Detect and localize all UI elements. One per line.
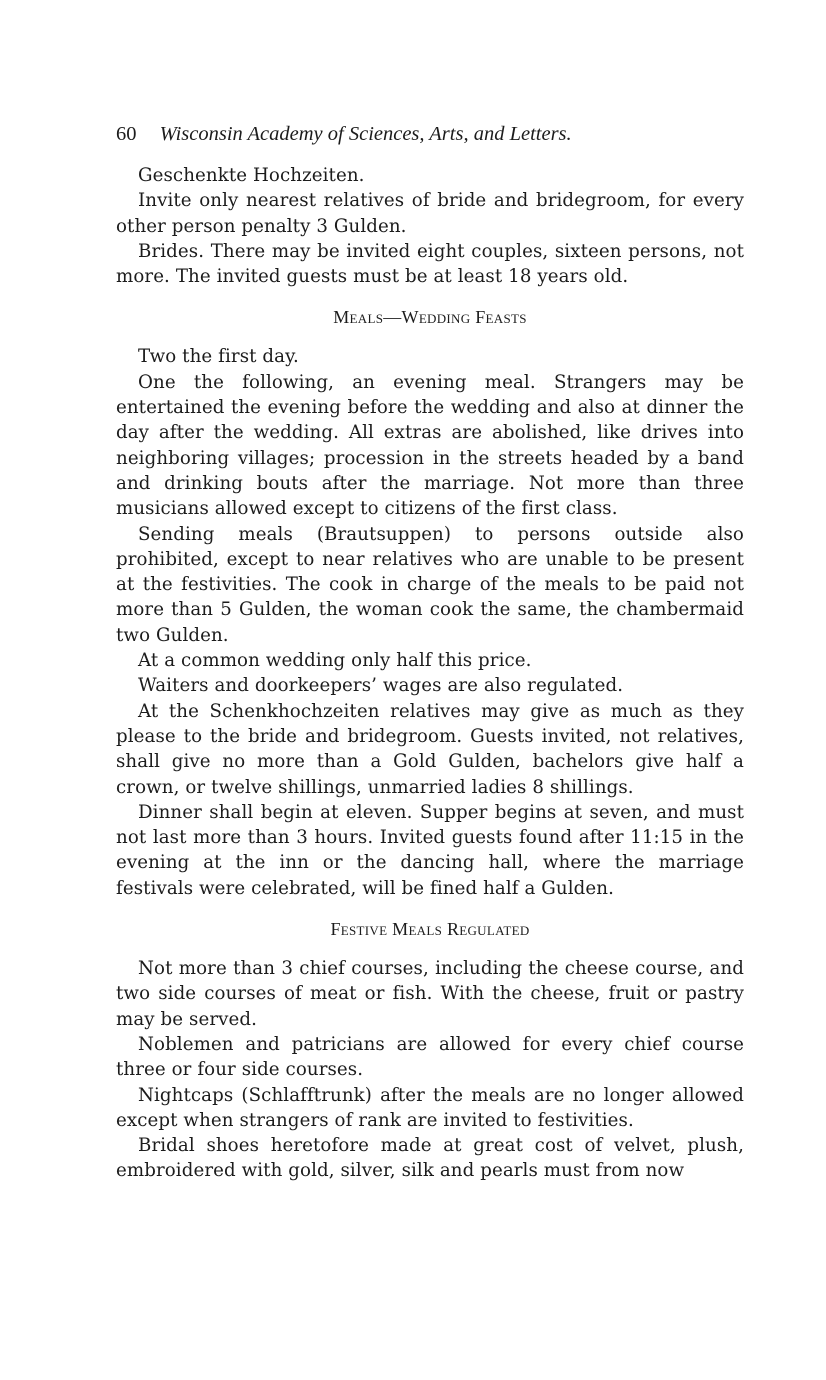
paragraph: Brides. There may be invited eight couples, sixteen persons, not more. The invited guests must be at least 18 years old.: [116, 240, 744, 288]
paragraph: Invite only nearest relatives of bride and bridegroom, for every other person penalty 3 Gulden.: [116, 190, 744, 237]
section-intro: [116, 163, 744, 289]
section-festive-meals-regulated: [116, 915, 744, 1184]
journal-title: Wisconsin Academy of Sciences, Arts, and Letters.: [159, 123, 572, 145]
paragraph: One the following, an evening meal. Strangers may be entertained the evening before the wedding and also at dinner the day after the wedding. All extras are abolished, like drives into neighboring villages; procession in the streets headed by a band and drinking bouts after the marriage. Not more than three musicians allowed except to citizens of the first class.: [116, 371, 744, 520]
paragraph: Two the first day.: [138, 346, 299, 368]
paragraph: At a common wedding only half this price.: [138, 650, 532, 672]
paragraph: Nightcaps (Schlafftrunk) after the meals are no longer allowed except when strangers of rank are invited to festivities.: [116, 1084, 744, 1131]
page-number: 60: [116, 123, 137, 145]
section-heading: Festive Meals Regulated: [330, 919, 530, 940]
page: [116, 120, 744, 1184]
paragraph: Dinner shall begin at eleven. Supper begins at seven, and must not last more than 3 hours. Invited guests found after 11:15 in the evening at the inn or the dancing hall, where the marriage festivals were celebrated, will be fined half a Gulden.: [116, 801, 744, 899]
section-meals-wedding-feasts: [116, 303, 744, 901]
section-heading: Meals—Wedding Feasts: [333, 307, 527, 328]
paragraph: At the Schenkhochzeiten relatives may give as much as they please to the bride and bridegroom. Guests invited, not relatives, shall give no more than a Gold Gulden, bachelors give half a crown, or twelve shillings, unmarried ladies 8 shillings.: [116, 700, 744, 798]
running-head: [116, 120, 744, 148]
paragraph: Not more than 3 chief courses, including the cheese course, and two side courses of meat or fish. With the cheese, fruit or pastry may be served.: [116, 958, 744, 1030]
paragraph: Bridal shoes heretofore made at great cost of velvet, plush, embroidered with gold, silver, silk and pearls must from now: [116, 1135, 744, 1182]
paragraph: Noblemen and patricians are allowed for every chief course three or four side courses.: [116, 1033, 744, 1081]
paragraph: Sending meals (Brautsuppen) to persons outside also prohibited, except to near relatives who are unable to be present at the festivities. The cook in charge of the meals to be paid not more than 5 Gulden, the woman cook the same, the chambermaid two Gulden.: [116, 523, 744, 646]
paragraph: Waiters and doorkeepers’ wages are also regulated.: [138, 675, 624, 697]
paragraph: Geschenkte Hochzeiten.: [138, 165, 365, 186]
